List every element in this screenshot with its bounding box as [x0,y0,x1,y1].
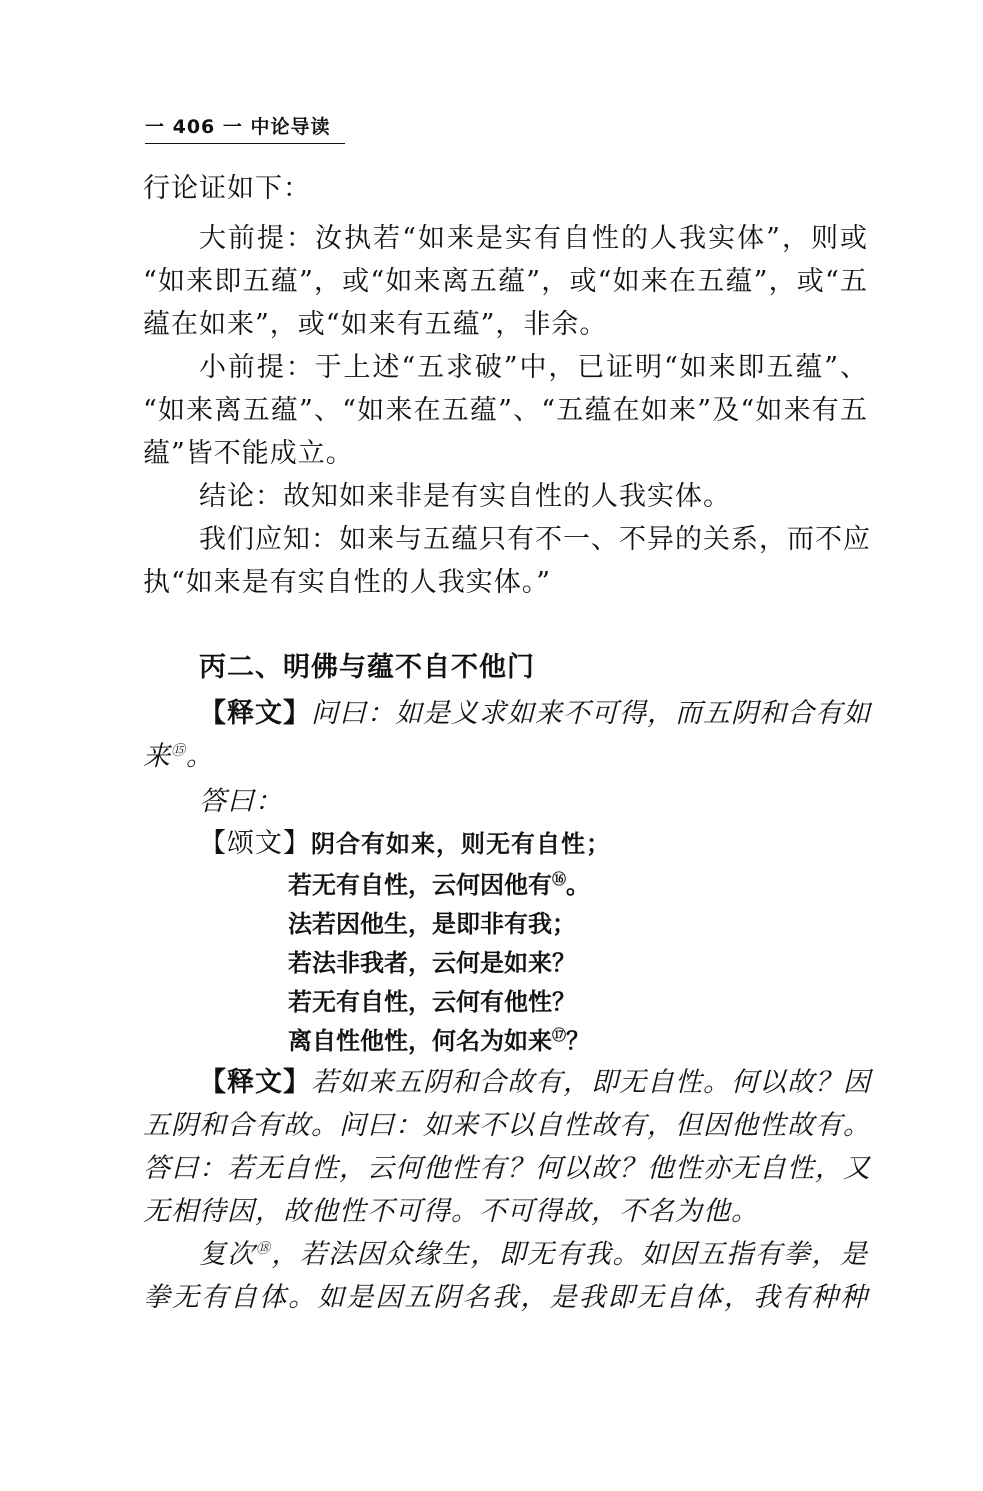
major-premise-line-2: “如来即五蕴”，或“如来离五蕴”，或“如来在五蕴”，或“五 [143,266,868,297]
answer-line: 答曰： [199,786,283,817]
footnote-marker-16: ⑯ [552,872,566,888]
minor-premise-line-2: “如来离五蕴”、“如来在五蕴”、“五蕴在如来”及“如来有五 [143,395,868,426]
verse-6 [288,1024,983,1058]
fuci-line-2: 拳无有自体。如是因五阴名我，是我即无自体，我有种种 [143,1282,868,1313]
verse-2-punct: 。 [566,871,590,899]
verse-6-punct: ？ [566,1027,590,1055]
remark-line-2: 执“如来是有实自性的人我实体。” [143,567,552,598]
verse-4: 若法非我者，云何是如来？ [288,949,576,977]
minor-premise-line-3: 蕴”皆不能成立。 [143,438,354,469]
minor-premise-line-1: 小前提：于上述“五求破”中，已证明“如来即五蕴”、 [199,352,868,383]
section-title: 丙二、明佛与蕴不自不他门 [199,652,535,683]
shiwen-2-line-2: 五阴和合有故。问曰：如来不以自性故有，但因他性故有。 [143,1110,871,1141]
verse-1: 阴合有如来，则无有自性； [311,830,611,858]
verse-6-text: 离自性他性，何名为如来 [288,1027,552,1055]
page-header: 一 406 一 中论导读 [145,112,345,144]
footnote-marker-17: ⑰ [552,1028,566,1044]
shiwen-1-line-1 [199,697,871,731]
shiwen-1-word: 来 [143,741,171,772]
songwen-label: 【颂文】 [199,828,311,859]
verse-2 [288,868,983,902]
verse-5: 若无有自性，云何有他性？ [288,988,576,1016]
conclusion-line: 结论：故知如来非是有实自性的人我实体。 [199,481,731,512]
songwen-line-1 [199,827,924,861]
verse-3: 法若因他生，是即非有我； [288,910,576,938]
shiwen-2-text: 若如来五阴和合故有，即无自性。何以故？因 [311,1067,871,1098]
shiwen-1-punct: 。 [186,741,214,772]
shiwen-label: 【释文】 [199,698,311,729]
shiwen-2-label: 【释文】 [199,1067,311,1098]
remark-line-1: 我们应知：如来与五蕴只有不一、不异的关系，而不应 [199,524,871,555]
fuci-text: ，若法因众缘生，即无有我。如因五指有拳，是 [271,1239,869,1270]
shiwen-1-text: 问曰：如是义求如来不可得，而五阴和合有如 [311,698,871,729]
major-premise-line-1: 大前提：汝执若“如来是实有自性的人我实体”，则或 [199,223,868,254]
shiwen-2-line-3: 答曰：若无自性，云何他性有？何以故？他性亦无自性，又 [143,1153,871,1184]
shiwen-1-line-2 [143,740,868,774]
shiwen-2-line-1 [199,1066,871,1100]
verse-2-text: 若无有自性，云何因他有 [288,871,552,899]
footnote-marker-18: ⑱ [255,1241,272,1257]
fuci-start: 复次 [199,1239,256,1270]
paragraph-intro: 行论证如下： [143,173,311,204]
fuci-line-1 [199,1238,868,1272]
shiwen-2-line-4: 无相待因，故他性不可得。不可得故，不名为他。 [143,1196,759,1227]
major-premise-line-3: 蕴在如来”，或“如来有五蕴”，非余。 [143,309,608,340]
footnote-marker-15: ⑮ [171,743,186,759]
